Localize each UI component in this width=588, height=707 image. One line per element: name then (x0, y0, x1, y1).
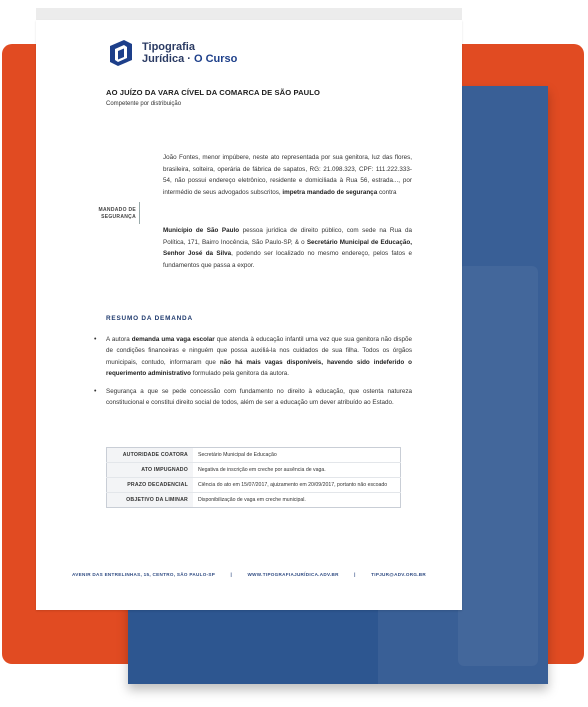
summary-list (92, 334, 412, 414)
footer-separator: | (230, 572, 233, 577)
footer-address: AVENIR DAS ENTRELINHAS, 15, CENTRO, SÃO PAULO-SP (72, 572, 216, 577)
table-row (107, 448, 401, 463)
side-label-line1: MANDADO DE (98, 207, 136, 213)
side-label (66, 207, 136, 221)
paragraph-defendant (163, 225, 412, 271)
table-row (107, 493, 401, 508)
table-key: OBJETIVO DA LIMINAR (107, 493, 194, 508)
logo-line2 (142, 53, 237, 65)
table-row (107, 478, 401, 493)
footer-separator: | (354, 572, 356, 577)
logo-line1: Tipografia (142, 41, 195, 53)
b1-t2: que atenda à educação infantil uma vez que sua genitora não dispõe de condições financeiras e ninguém que possa auxiliá-la nos cuidados de sua filha. Todos os órgãos municipais, contudo, informaram que (106, 336, 413, 366)
page-footer (72, 572, 426, 577)
table-value: Negativa de inscrição em creche por ausência de vaga. (193, 463, 401, 478)
brand-logo (110, 40, 237, 66)
side-label-divider (139, 202, 140, 224)
page-shadow-strip (36, 8, 462, 20)
p1-bold: impetra mandado de segurança (282, 188, 378, 196)
table-key: AUTORIDADE COATORA (107, 448, 194, 463)
logo-line2-a: Jurídica · (142, 53, 194, 65)
table-key: ATO IMPUGNADO (107, 463, 194, 478)
b1-b1: demanda uma vaga escolar (131, 336, 215, 343)
footer-site: WWW.TIPOGRAFIAJURÍDICA.ADV.BR (247, 572, 339, 577)
side-label-line2: SEGURANÇA (101, 214, 136, 220)
court-subtitle: Competente por distribuição (106, 101, 182, 107)
table-key: PRAZO DECADENCIAL (107, 478, 194, 493)
table-value: Disponibilização de vaga em creche municipal. (198, 497, 306, 503)
summary-bullet-1 (92, 334, 412, 380)
p2-text-b: , podendo ser localizado no mesmo endereço, pelos fatos e fundamentos que passa a expor. (163, 250, 412, 269)
logo-mark-icon (110, 40, 132, 66)
table-value: Secretário Municipal de Educação (193, 448, 401, 463)
b1-t1: A autora (106, 336, 132, 343)
table-row (107, 463, 401, 478)
p1-text-b: contra (377, 188, 397, 196)
b1-b2: não há mais vagas disponíveis, havendo sido indeferido o requerimento administrativo (106, 358, 413, 378)
p2-bold-b: Secretário Municipal de Educação, Senhor José da Silva (163, 238, 412, 258)
logo-line2-b: O Curso (193, 53, 238, 65)
footer-email: TIPJUR@ADV.ORG.BR (371, 572, 426, 577)
table-value: Ciência do ato em 15/07/2017, ajuizamento em 20/09/2017, portanto não escoado (193, 478, 401, 493)
summary-bullet-2: • Segurança a que se pede concessão com fundamento no direito à educação, que ostenta natureza constitucional e constitui direito social de todos, além de ser a educação um dever atribuído ao Estado. (92, 386, 412, 409)
paragraph-qualification (163, 152, 412, 198)
summary-title: RESUMO DA DEMANDA (106, 315, 193, 322)
p1-text-a: João Fontes, menor impúbere, neste ato representada por sua genitora, luz das flores, brasileira, solteira, operária de fábrica de sapatos, RG: 21.098.323, CPF: 111.222.333-54, não possui endereço eletrônico, residente e domiciliada à Rua 56, estrada..., por intermédio de seus advogados subscritos, (163, 154, 412, 196)
document-page (36, 20, 462, 610)
b1-t3: formulado pela genitora da autora. (191, 370, 290, 378)
case-info-table (106, 447, 401, 508)
p2-bold-a: Município de São Paulo (163, 227, 240, 234)
blue-doc-shade-inner (458, 266, 538, 666)
court-title: AO JUÍZO DA VARA CÍVEL DA COMARCA DE SÃO PAULO (106, 88, 320, 97)
p2-text-a: pessoa jurídica de direito público, com sede na Rua da Política, 171, Bairro Inocência, São Paulo-SP, & o (163, 227, 412, 246)
